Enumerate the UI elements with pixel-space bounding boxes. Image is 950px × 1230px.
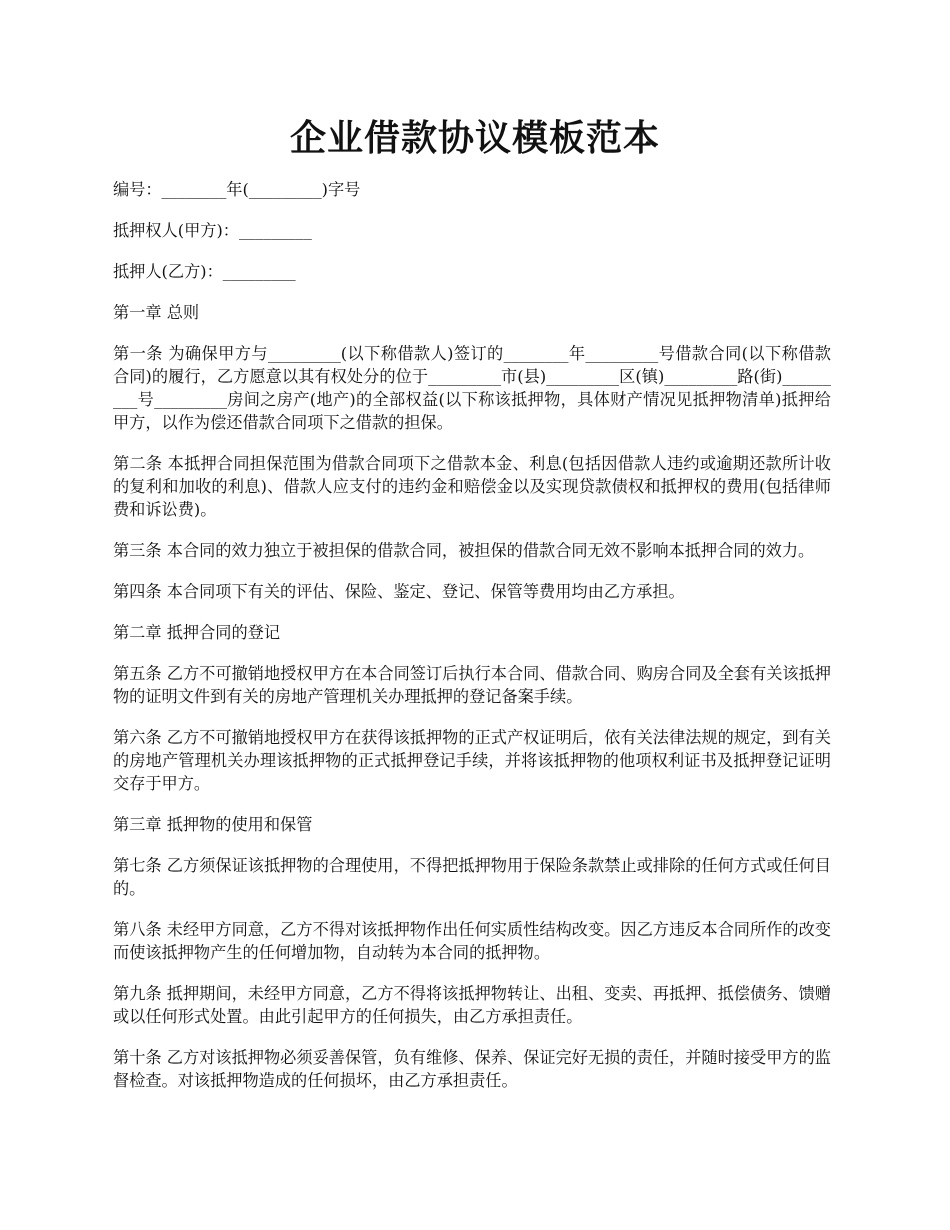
article-5: 第五条 乙方不可撤销地授权甲方在本合同签订后执行本合同、借款合同、购房合同及全套有关该抵押物的证明文件到有关的房地产管理机关办理抵押的登记备案手续。 xyxy=(113,664,831,706)
article-9: 第九条 抵押期间，未经甲方同意，乙方不得将该抵押物转让、出租、变卖、再抵押、抵偿债务、馈赠或以任何形式处置。由此引起甲方的任何损失，由乙方承担责任。 xyxy=(113,984,831,1026)
chapter-3-heading: 第三章 抵押物的使用和保管 xyxy=(113,815,313,834)
document-title: 企业借款协议模板范本 xyxy=(289,117,660,159)
article-6: 第六条 乙方不可撤销地授权甲方在获得该抵押物的正式产权证明后，依有关法律法规的规定，到有关的房地产管理机关办理该抵押物的正式抵押登记手续，并将该抵押物的他项权利证书及抵押登记证明交存于甲方。 xyxy=(113,728,831,793)
article-1: 第一条 为确保甲方与_________(以下称借款人)签订的________年_________号借款合同(以下称借款合同)的履行，乙方愿意以其有权处分的位于_________市(县)_________区(镇)_________路(街)_________号_________房间之房产(地产)的全部权益(以下称该抵押物，具体财产情况见抵押物清单)抵押给甲方，以作为偿还借款合同项下之借款的担保。 xyxy=(113,344,831,432)
contract-number-line: 编号：________年(_________)字号 xyxy=(113,180,361,199)
chapter-2-heading: 第二章 抵押合同的登记 xyxy=(113,623,281,642)
chapter-1-heading: 第一章 总则 xyxy=(113,303,200,322)
article-3: 第三条 本合同的效力独立于被担保的借款合同，被担保的借款合同无效不影响本抵押合同的效力。 xyxy=(113,541,815,560)
mortgagor-line: 抵押人(乙方)：_________ xyxy=(113,262,296,281)
article-10: 第十条 乙方对该抵押物必须妥善保管，负有维修、保养、保证完好无损的责任，并随时接受甲方的监督检查。对该抵押物造成的任何损坏，由乙方承担责任。 xyxy=(113,1048,831,1090)
document-body xyxy=(113,178,831,1110)
article-2: 第二条 本抵押合同担保范围为借款合同项下之借款本金、利息(包括因借款人违约或逾期还款所计收的复利和加收的利息)、借款人应支付的违约金和赔偿金以及实现贷款债权和抵押权的费用(包括律师费和诉讼费)。 xyxy=(113,454,831,519)
article-7: 第七条 乙方须保证该抵押物的合理使用，不得把抵押物用于保险条款禁止或排除的任何方式或任何目的。 xyxy=(113,856,831,898)
article-4: 第四条 本合同项下有关的评估、保险、鉴定、登记、保管等费用均由乙方承担。 xyxy=(113,582,685,601)
article-8: 第八条 未经甲方同意，乙方不得对该抵押物作出任何实质性结构改变。因乙方违反本合同所作的改变而使该抵押物产生的任何增加物，自动转为本合同的抵押物。 xyxy=(113,920,831,962)
mortgagee-line: 抵押权人(甲方)：_________ xyxy=(113,221,312,240)
